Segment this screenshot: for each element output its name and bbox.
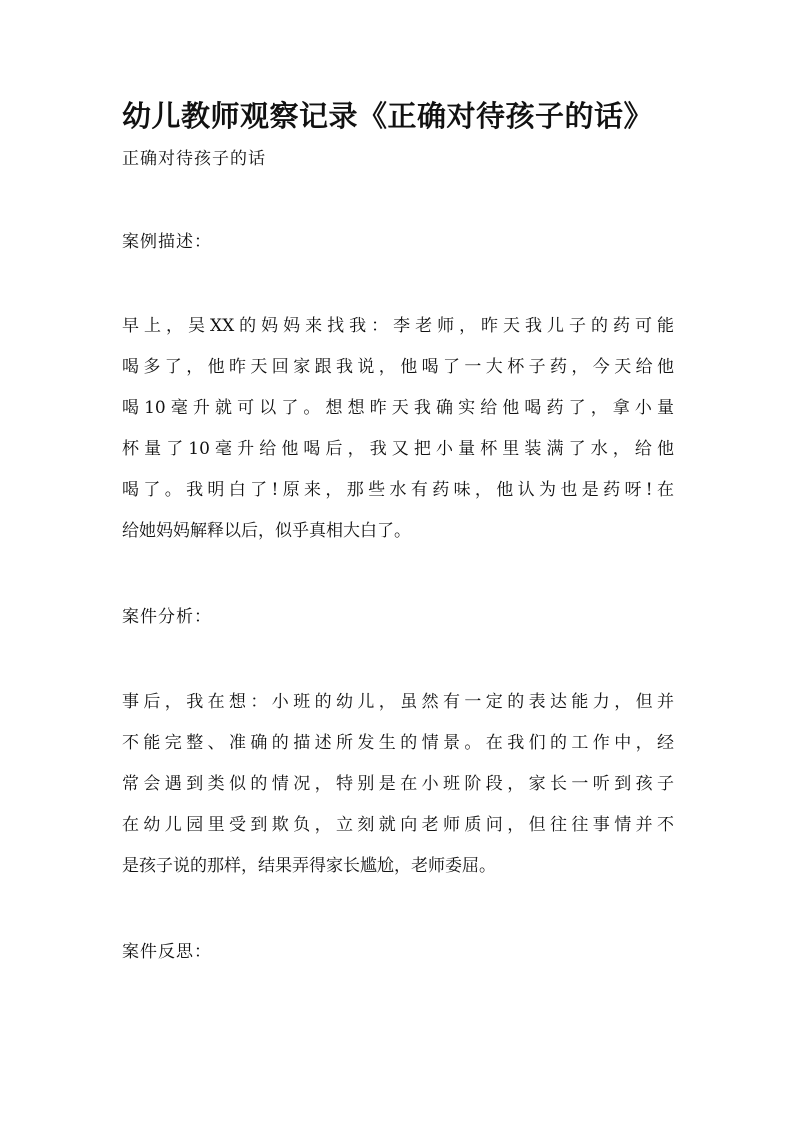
- text-line: 是孩子说的那样，结果弄得家长尴尬，老师委屈。: [122, 856, 496, 876]
- text-line: 常会遇到类似的情况，特别是在小班阶段，家长一听到孩子: [122, 774, 674, 794]
- text-line: 喝10毫升就可以了。想想昨天我确实给他喝药了，拿小量: [122, 398, 674, 418]
- text-line: 不能完整、准确的描述所发生的情景。在我们的工作中，经: [122, 733, 674, 753]
- document-subtitle: 正确对待孩子的话: [122, 149, 266, 169]
- text-line: 给她妈妈解释以后，似乎真相大白了。: [122, 521, 411, 541]
- section-body-case-description: [122, 306, 674, 552]
- text-line: 杯量了10毫升给他喝后，我又把小量杯里装满了水，给他: [122, 439, 674, 459]
- text-line: 在幼儿园里受到欺负，立刻就向老师质问，但往往事情并不: [122, 815, 674, 835]
- text-line: 事后，我在想：小班的幼儿，虽然有一定的表达能力，但并: [122, 692, 674, 712]
- section-heading-case-analysis: 案件分析：: [122, 607, 212, 627]
- section-heading-case-description: 案例描述：: [122, 232, 212, 252]
- text-line: 早上，吴XX的妈妈来找我：李老师，昨天我儿子的药可能: [122, 316, 674, 336]
- text-line: 喝多了，他昨天回家跟我说，他喝了一大杯子药，今天给他: [122, 357, 674, 377]
- section-heading-case-reflection: 案件反思：: [122, 942, 212, 962]
- text-line: 喝了。我明白了!原来，那些水有药味，他认为也是药呀!在: [122, 480, 674, 500]
- document-title: 幼儿教师观察记录《正确对待孩子的话》: [122, 99, 654, 133]
- section-body-case-analysis: [122, 682, 674, 887]
